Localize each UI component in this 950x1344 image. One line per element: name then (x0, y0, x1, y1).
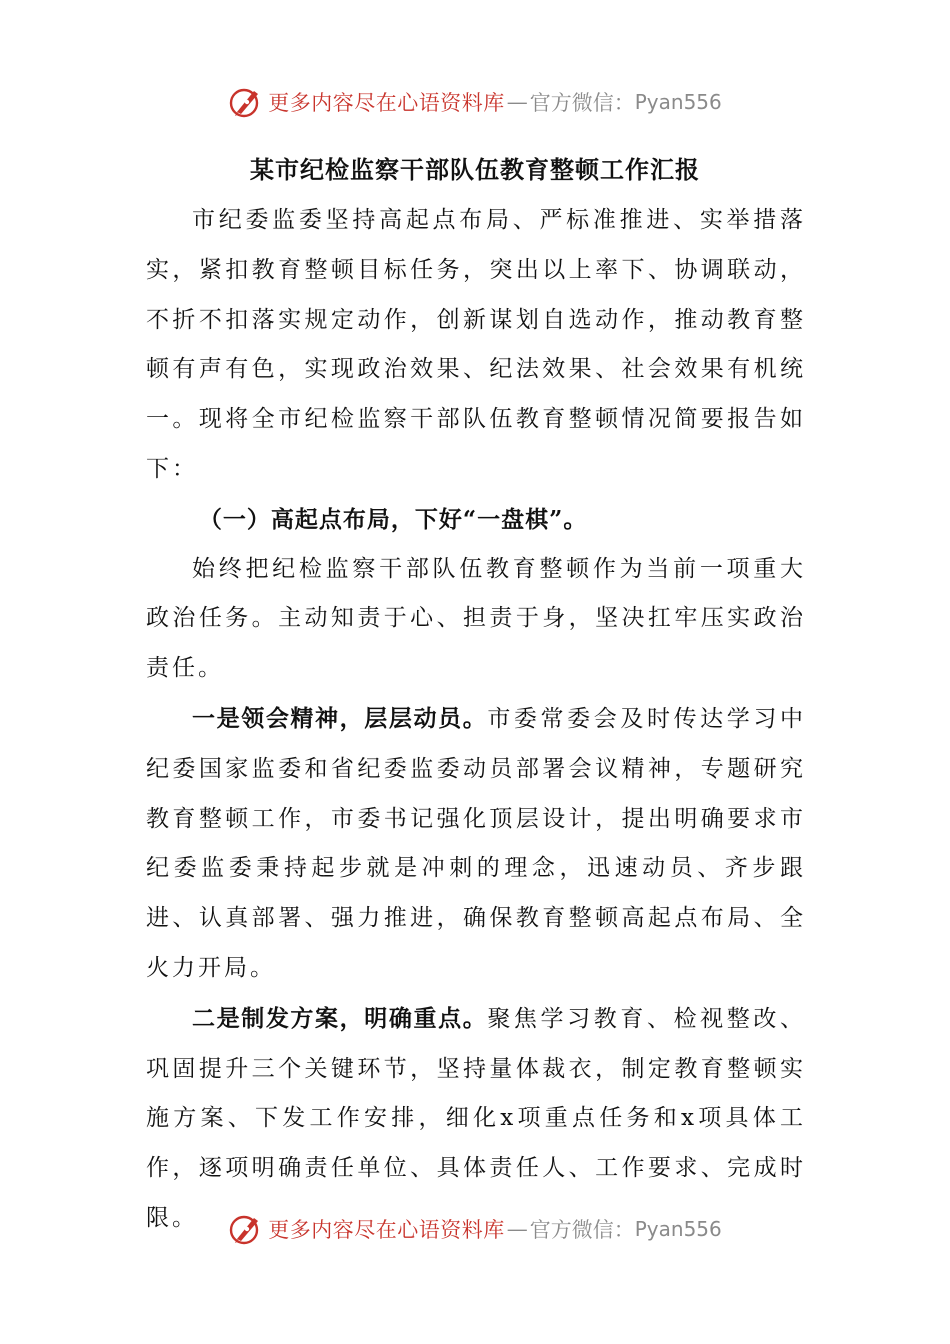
watermark-banner-bottom (0, 1209, 950, 1249)
watermark-label: 官方微信： (529, 91, 635, 115)
point-1-paragraph (146, 694, 806, 994)
point-2-text: 聚焦学习教育、检视整改、巩固提升三个关键环节，坚持量体裁衣，制定教育整顿实施方案、下发工作安排，细化x项重点任务和x项具体工作，逐项明确责任单位、具体责任人、工作要求、完成时限。 (146, 1005, 807, 1231)
point-1-text: 市委常委会及时传达学习中纪委国家监委和省纪委监委动员部署会议精神，专题研究教育整顿工作，市委书记强化顶层设计，提出明确要求市纪委监委秉持起步就是冲刺的理念，迅速动员、齐步跟进、认真部署、强力推进，确保教育整顿高起点布局、全火力开局。 (146, 705, 807, 981)
watermark-label: 官方微信： (529, 1218, 635, 1242)
watermark-id: Pyan556 (634, 90, 722, 114)
point-2-lead: 二是制发方案，明确重点。 (192, 1004, 488, 1032)
watermark-dash: — (506, 1217, 528, 1241)
point-1-lead: 一是领会精神，层层动员。 (192, 704, 488, 732)
section-1-heading: （一）高起点布局，下好“一盘棋”。 (198, 505, 588, 533)
pen-in-circle-icon (228, 1212, 262, 1246)
watermark-banner-top (0, 82, 950, 122)
pen-in-circle-icon (228, 85, 262, 119)
watermark-text: 更多内容尽在心语资料库 (268, 1218, 505, 1242)
section-1-paragraph: 始终把纪检监察干部队伍教育整顿作为当前一项重大政治任务。主动知责于心、担责于身，坚决扛牢压实政治责任。 (146, 555, 806, 682)
intro-paragraph: 市纪委监委坚持高起点布局、严标准推进、实举措落实，紧扣教育整顿目标任务，突出以上率下、协调联动，不折不扣落实规定动作，创新谋划自选动作，推动教育整顿有声有色，实现政治效果、纪法效果、社会效果有机统一。现将全市纪检监察干部队伍教育整顿情况简要报告如下： (146, 207, 806, 482)
document-body (146, 196, 806, 1244)
document-title: 某市纪检监察干部队伍教育整顿工作汇报 (250, 155, 700, 184)
watermark-text: 更多内容尽在心语资料库 (268, 91, 505, 115)
watermark-id: Pyan556 (634, 1217, 722, 1241)
point-2-paragraph (146, 994, 806, 1244)
watermark-dash: — (506, 90, 528, 114)
